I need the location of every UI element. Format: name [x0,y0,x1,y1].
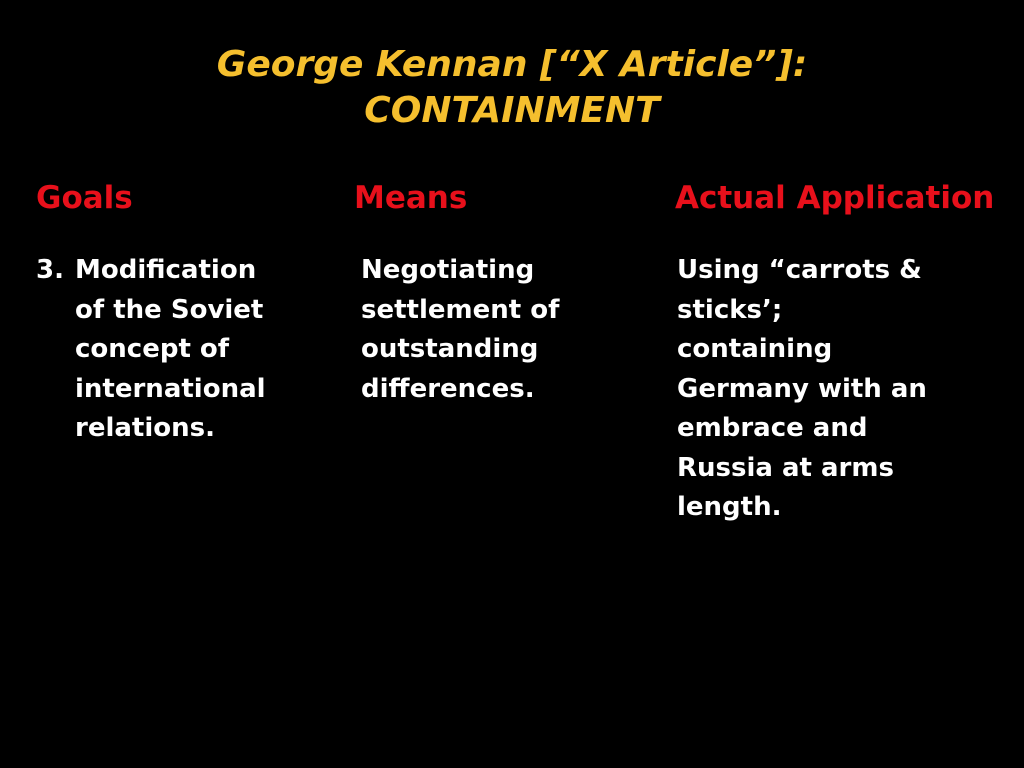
means-column [361,251,641,409]
title-line-2: CONTAINMENT [364,90,660,131]
application-column [677,251,997,528]
goal-line: international [75,373,266,404]
goal-line: relations. [75,413,215,443]
application-line: Russia at arms [677,452,894,483]
goal-line: concept of [75,334,230,364]
application-line: length. [677,492,782,522]
title-line-1: George Kennan [“X Article”]: [216,44,808,85]
means-line: Negotiating [361,255,535,285]
goal-line: Modification [75,255,257,285]
application-line: containing [677,334,833,364]
goal-line: of the Soviet [75,294,264,325]
goal-text [75,251,266,449]
means-line: settlement of [361,294,560,325]
application-line: sticks’; [677,294,783,325]
means-heading: Means [354,180,468,216]
means-line: differences. [361,373,535,404]
application-line: embrace and [677,413,868,443]
application-heading: Actual Application [675,180,995,216]
application-line: Germany with an [677,373,927,404]
slide-title [0,42,1024,134]
application-line: Using “carrots & [677,255,922,285]
goal-number: 3. [36,255,64,285]
means-line: outstanding [361,334,539,364]
goals-heading: Goals [36,180,133,216]
